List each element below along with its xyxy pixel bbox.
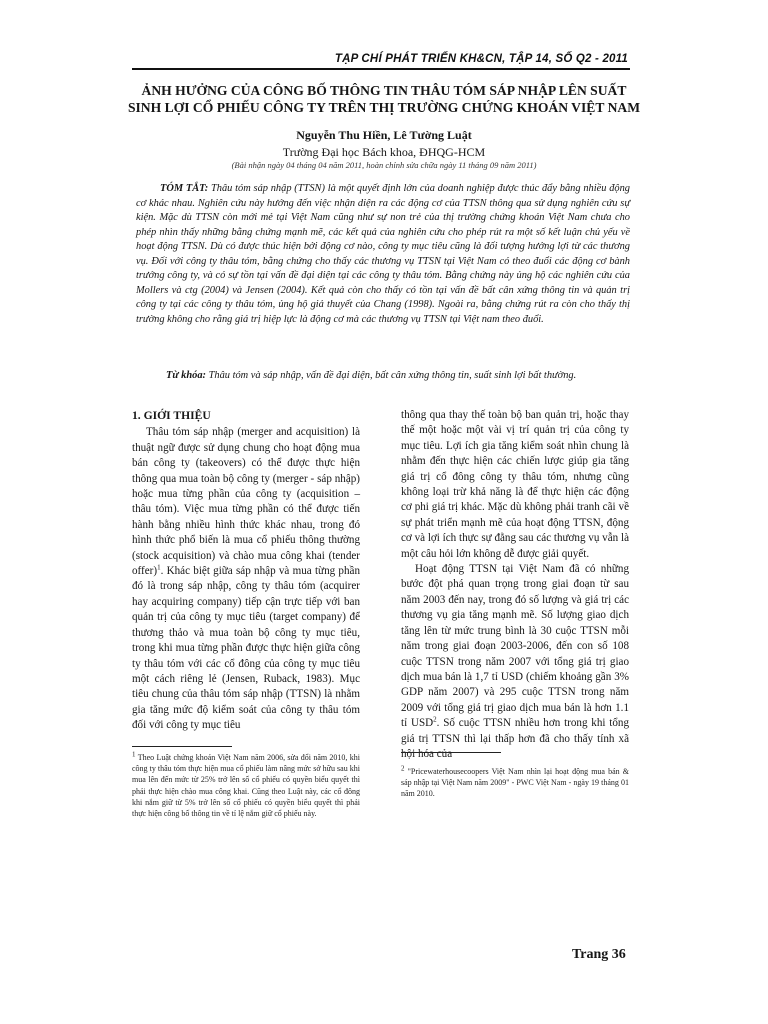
footnote-ref-2: 2: [433, 715, 437, 724]
footnote-2-text: "Pricewaterhousecoopers Việt Nam nhìn lại hoạt động mua bán & sáp nhập tại Việt Nam năm 2009" - PWC Việt Nam - ngày 19 tháng 01 năm 2010.: [401, 767, 629, 799]
page-number: Trang 36: [572, 947, 626, 962]
header-rule: [132, 68, 630, 70]
abstract-text: Thâu tóm sáp nhập (TTSN) là một quyết định lớn của doanh nghiệp được thúc đẩy bằng nhiều động cơ khác nhau. Nghiên cứu này hướng đến việc nhận diện ra các động cơ của TTSN thông qua sử dụng nghiên cứu sự kiện. Mặc dù TTSN còn mới mẻ tại Việt Nam cũng như sự non trẻ của thị trường chứng khoán Việt Nam chưa cho phép nhìn thấy những bằng chứng mạnh mẽ, các kết quả của nghiên cứu cho phép rút ra một số kết luận chủ yếu về hoạt động TTSN. Dù có được thúc hiện bởi động cơ nào, công ty mục tiêu cũng là đối tượng hưởng lợi từ các thương vụ. Đối với công ty thâu tóm, bằng chứng cho thấy các thương vụ TTSN tại Việt Nam có theo đuổi các động cơ bành trướng công ty, và có sự tồn tại vấn đề đại diện tại các công ty thâu tóm. Bằng chứng này ủng hộ các nghiên cứu của Mollers và ctg (2004) và Jensen (2004). Kết quả còn cho thấy có tồn tại vấn đề bất cân xứng thông tin và quản trị công ty tại các công ty thâu tóm, ủng hộ giả thuyết của Chang (1998). Ngoài ra, bằng chứng rút ra còn cho thấy thị trường không cho rằng giá trị hiệp lực là động cơ mà các thương vụ TTSN tại Việt nam theo đuổi.: [136, 183, 630, 325]
keywords: [136, 369, 630, 384]
abstract-label: TÓM TẮT:: [160, 183, 209, 194]
intro-text: Thâu tóm sáp nhập (merger and acquisition) là thuật ngữ được sử dụng chung cho hoạt động mua bán công ty (takeovers) có thể được thực hiện thông qua mua toàn bộ công ty (merger - sáp nhập) hoặc mua từng phần của công ty (acquisition – thâu tóm). Việc mua từng phần có thể được tiến hành bằng nhiều hình thức khác nhau, trong đó hình thức phổ biến là mua cổ phiếu thông thường (stock acquisition) và chào mua công khai (tender offer): [132, 426, 360, 578]
title-line-1: ẢNH HƯỞNG CỦA CÔNG BỐ THÔNG TIN THÂU TÓM SÁP NHẬP LÊN SUẤT: [141, 83, 627, 98]
authors: Nguyễn Thu Hiền, Lê Tường Luật: [296, 128, 472, 142]
footnote-ref-1: 1: [157, 563, 161, 572]
footnote-1-mark: 1: [132, 750, 136, 759]
affiliation: Trường Đại học Bách khoa, ĐHQG-HCM: [282, 145, 486, 159]
right-column: [401, 408, 629, 762]
intro-paragraph-2: [401, 562, 629, 762]
intro-paragraph-1: [132, 425, 360, 733]
keywords-label: Từ khóa:: [166, 370, 206, 381]
intro-text: Hoạt động TTSN tại Việt Nam đã có những bước đột phá quan trọng trong giai đoạn từ sau năm 2003 đến nay, trong đó số lượng và giá trị các thương vụ gia tăng mạnh mẽ. Số lượng giao dịch tăng lên từ mức trung bình là 30 cuộc TTSN mỗi năm trong giai đoạn 2003-2006, đến con số 108 cuộc TTSN trong năm 2007 với tổng giá trị giao dịch mua bán là 1,7 tỉ USD (chiếm khoảng gần 3% GDP năm 2007) và 295 cuộc TTSN trong năm 2009 với tổng giá trị giao dịch mua bán là hơn 1.1 tỉ USD: [401, 563, 629, 730]
intro-text: . Khác biệt giữa sáp nhập và mua từng phần đó là trong sáp nhập, công ty thâu tóm (acquirer hay acquiring company) tiếp cận trực tiếp với ban quản trị của công ty mục tiêu (target company) để thương thảo và mua toàn bộ công ty mục tiêu, trong khi mua từng phần được thực hiện giữa công ty thâu tóm với các cổ đông của công ty mục tiêu một cách riêng lẻ (Jensen, Ruback, 1983). Mục tiêu chung của thâu tóm sáp nhập (TTSN) là nhằm gia tăng mức độ kiểm soát của công ty thâu tóm đối với công ty mục tiêu: [132, 565, 360, 732]
footnote-rule-left: [132, 746, 232, 747]
journal-header: TẠP CHÍ PHÁT TRIỂN KH&CN, TẬP 14, SỐ Q2 - 2011: [334, 53, 628, 65]
received-note: (Bài nhận ngày 04 tháng 04 năm 2011, hoàn chỉnh sửa chữa ngày 11 tháng 09 năm 2011): [231, 160, 537, 170]
footnote-2-mark: 2: [401, 764, 405, 773]
abstract: [136, 182, 630, 327]
intro-paragraph-1-cont: thông qua thay thế toàn bộ ban quản trị, hoặc thay thế một hoặc một vài vị trí quản trị của công ty mục tiêu. Lợi ích gia tăng kiểm soát nhìn chung là nhằm đến thực hiện các chiến lược giúp gia tăng giá trị cổ đông công ty thâu tóm, nhưng cũng không loại trừ khả năng là để thực hiện các động cơ phi giá trị khác. Mặc dù không phải tranh cãi về sự phát triển mạnh mẽ của hoạt động TTSN, động cơ và lợi ích thực sự đằng sau các thương vụ vẫn là một câu hỏi lớn không dễ được giải quyết.: [401, 409, 629, 560]
footnote-1: [132, 752, 360, 819]
paper-title: [120, 82, 648, 116]
left-column: [132, 408, 360, 734]
keywords-text: Thâu tóm và sáp nhập, vấn đề đại diện, bất cân xứng thông tin, suất sinh lợi bất thường.: [208, 370, 577, 381]
intro-text: . Số cuộc TTSN nhiều hơn trong khi tổng giá trị TTSN thì lại thấp hơn đã cho thấy tính xã hội hóa của: [401, 717, 629, 760]
section-heading: 1. GIỚI THIỆU: [132, 409, 211, 422]
footnote-rule-right: [401, 752, 501, 753]
title-line-2: SINH LỢI CỔ PHIẾU CÔNG TY TRÊN THỊ TRƯỜNG CHỨNG KHOÁN VIỆT NAM: [127, 100, 641, 115]
footnote-2: [401, 766, 629, 800]
footnote-1-text: Theo Luật chứng khoán Việt Nam năm 2006, sửa đổi năm 2010, khi công ty thâu tóm thực hiện mua cổ phiếu làm nâng mức sở hữu sau khi mua lên đến mức từ 25% trở lên số cổ phiếu có quyền biểu quyết thì phải thực hiện chào mua công khai. Cũng theo Luật này, các cổ đông khi nắm giữ từ 5% trở lên số cổ phiếu có quyền biểu quyết thì phải thực hiện công bố thông tin về tỉ lệ nắm giữ cổ phiếu này.: [132, 753, 360, 819]
